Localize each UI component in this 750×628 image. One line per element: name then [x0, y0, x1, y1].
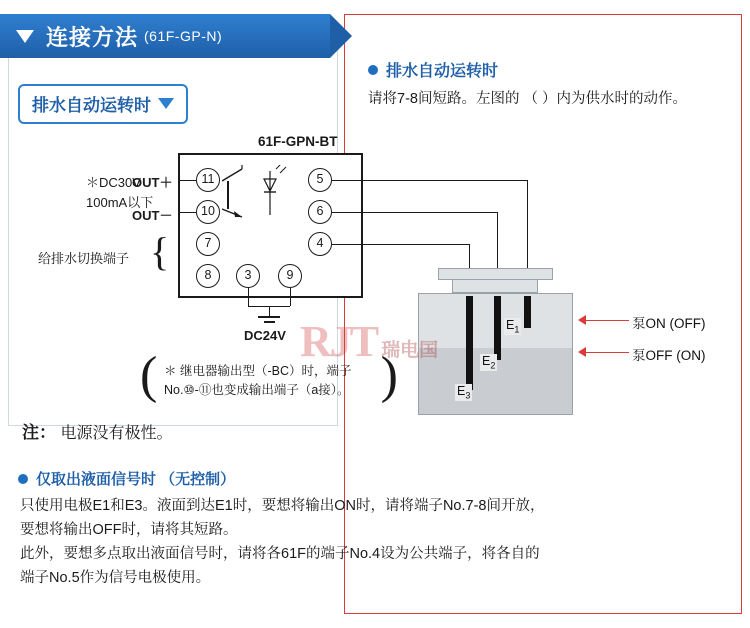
terminal-8: 8 — [196, 264, 220, 288]
bottom-paragraph — [20, 494, 732, 590]
triangle-icon — [16, 30, 34, 43]
right-heading-text: 排水自动运转时 — [386, 63, 499, 80]
tank-neck — [452, 280, 538, 293]
power-polarity-note — [22, 418, 172, 443]
dc-voltage-label: DC24V — [244, 328, 286, 343]
note-label: 注： — [22, 423, 56, 442]
battery-plate-2 — [264, 321, 275, 323]
terminal-11: 11 — [196, 168, 220, 192]
electrode-e3-label: $E_3$ — [457, 384, 471, 401]
out-plus-label: OUT＋ — [132, 175, 173, 190]
relay-note-line1: ＊ 继电器输出型（-BC）时，端子 — [164, 364, 352, 378]
device-model-label: 61F-GPN-BT — [258, 134, 338, 149]
relay-note-block — [140, 347, 398, 414]
bottom-heading — [18, 468, 235, 489]
model-code: (61F-GP-N) — [144, 28, 223, 44]
pump-off-arrow-line — [585, 352, 629, 353]
terminal-7: 7 — [196, 232, 220, 256]
wire-t6-h — [332, 212, 498, 213]
note-text: 电源没有极性。 — [60, 425, 173, 442]
power-note-line2: 100mA以下 — [86, 195, 154, 210]
power-note-line1: ＊DC30V — [86, 175, 141, 190]
tank-cap — [438, 268, 553, 280]
left-subtitle-text: 排水自动运转时 — [32, 96, 151, 115]
terminal-9: 9 — [278, 264, 302, 288]
bottom-paragraph-line4: 端子No.5作为信号电极使用。 — [20, 570, 211, 586]
electrode-e1-bar — [524, 296, 531, 328]
bullet-dot-icon — [368, 65, 378, 75]
bottom-paragraph-line1: 只使用电极E1和E3。液面到达E1时，要想将输出ON时，请将端子No.7-8间开放， — [20, 498, 545, 514]
switch-terminal-label: 给排水切换端子 — [38, 251, 130, 266]
electrode-e1-label: $E_1$ — [506, 318, 520, 335]
electrode-e2-bar — [494, 296, 501, 360]
wire-dc-2 — [290, 288, 291, 306]
pump-off-label: 泵OFF (ON) — [632, 348, 706, 363]
wire-t4-h — [332, 244, 470, 245]
bottom-paragraph-line2: 要想将输出OFF时，请将其短路。 — [20, 522, 238, 538]
electrode-e3-bar — [466, 296, 473, 390]
paren-left: ( — [140, 347, 158, 404]
terminal-3: 3 — [236, 264, 260, 288]
wire-t5-h — [332, 180, 528, 181]
left-subtitle-tag — [18, 84, 188, 124]
terminal-5: 5 — [308, 168, 332, 192]
electrode-e2-label: $E_2$ — [482, 354, 496, 371]
terminal-4: 4 — [308, 232, 332, 256]
pump-on-arrow-head — [578, 315, 586, 325]
internal-circuit-symbol — [222, 165, 308, 227]
battery-plate-1 — [258, 316, 280, 318]
terminal-6: 6 — [308, 200, 332, 224]
bullet-dot-icon — [18, 474, 28, 484]
relay-note-line2: No.⑩-⑪也变成输出端子（a接）。 — [164, 383, 350, 397]
watermark: RJT 瑞电国 — [300, 317, 439, 366]
wire-dc-1 — [248, 288, 249, 306]
pump-on-label: 泵ON (OFF) — [632, 316, 706, 331]
bottom-paragraph-line3: 此外，要想多点取出液面信号时，请将各61F的端子No.4设为公共端子，将各自的 — [20, 546, 540, 562]
wire-out-plus — [178, 180, 196, 181]
triangle-down-icon — [158, 98, 174, 109]
right-heading — [368, 58, 498, 81]
wire-out-minus — [178, 212, 196, 213]
page-title: 连接方法 — [46, 24, 139, 50]
wire-dc-down — [269, 306, 270, 316]
pump-on-arrow-line — [585, 320, 629, 321]
terminal-10: 10 — [196, 200, 220, 224]
bottom-heading-text: 仅取出液面信号时 （无控制） — [36, 471, 236, 488]
brace-icon: { — [150, 229, 170, 274]
header-banner — [0, 14, 330, 58]
out-minus-label: OUT－ — [132, 208, 173, 223]
pump-off-arrow-head — [578, 347, 586, 357]
paren-right: ) — [380, 347, 398, 404]
right-paragraph: 请将7-8间短路。左图的 （ ）内为供水时的动作。 — [368, 91, 688, 107]
